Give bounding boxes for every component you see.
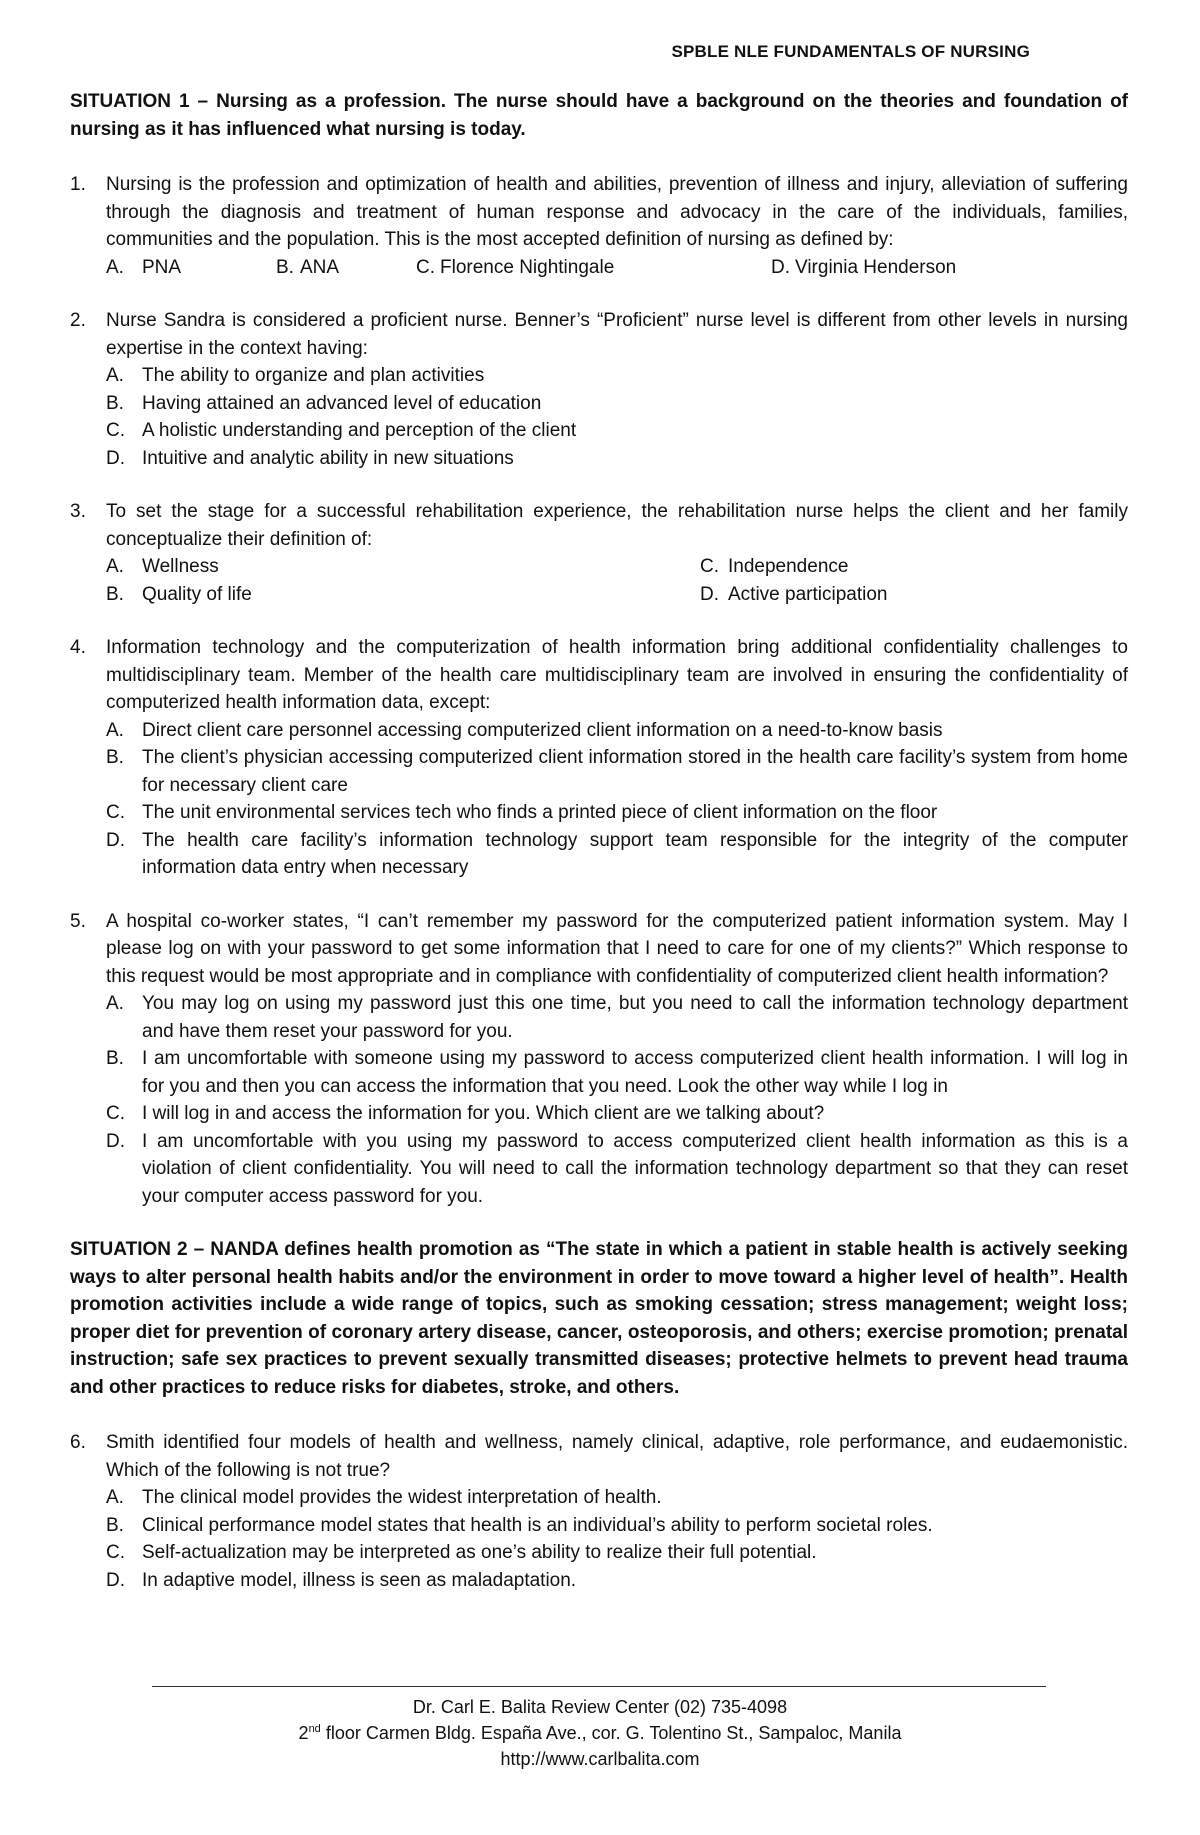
option-letter: A. (106, 1487, 124, 1508)
footer-address-text: floor Carmen Bldg. España Ave., cor. G. Tolentino St., Sampaloc, Manila (320, 1723, 902, 1743)
option-text: Having attained an advanced level of education (142, 392, 542, 414)
option-b (276, 254, 416, 282)
option-letter: D. (106, 1130, 125, 1152)
question-6 (70, 1429, 1128, 1594)
footer-floor-suffix: nd (308, 1723, 321, 1735)
option-a (106, 990, 1128, 1045)
option-c (106, 1539, 1128, 1567)
option-letter: C. (700, 556, 719, 577)
situation-2-text: SITUATION 2 – NANDA defines health promotion as “The state in which a patient in stable health is actively seeking ways to alter personal health habits and/or the environment in order to move toward a higher level of health”. Health promotion activities include a wide range of topics, such as smoking cessation; stress management; weight loss; proper diet for prevention of coronary artery disease, cancer, osteoporosis, and others; exercise promotion; prenatal instruction; safe sex practices to prevent sexually transmitted diseases; protective helmets to prevent head trauma and other practices to reduce risks for diabetes, stroke, and others. (70, 1239, 1128, 1398)
question-stem: Nursing is the profession and optimization of health and abilities, prevention of illness and injury, alleviation of suffering through the diagnosis and treatment of human response and advocacy in the care of the individuals, families, communities and the population. This is the most accepted definition of nursing as defined by: (106, 174, 1128, 250)
option-text: Active participation (728, 583, 888, 605)
option-letter: A. (106, 556, 124, 577)
option-text: Clinical performance model states that health is an individual’s ability to perform societal roles. (142, 1514, 933, 1536)
option-b (106, 581, 700, 609)
option-text: The ability to organize and plan activities (142, 365, 485, 386)
option-a (106, 717, 1128, 745)
option-text: The client’s physician accessing computerized client information stored in the health care facility’s system from home for necessary client care (142, 747, 1128, 796)
option-text: In adaptive model, illness is seen as maladaptation. (142, 1569, 577, 1591)
option-letter: D. (106, 447, 125, 469)
option-letter: D. (771, 256, 790, 278)
option-letter: B. (106, 1514, 124, 1536)
footer-divider (152, 1686, 1046, 1687)
option-d (106, 1567, 1128, 1595)
page-footer (0, 1694, 1200, 1772)
option-text: A holistic understanding and perception of the client (142, 420, 577, 441)
option-text: The health care facility’s information technology support team responsible for the integrity of the computer information data entry when necessary (142, 829, 1128, 878)
option-letter: C. (106, 802, 125, 823)
page-header: SPBLE NLE FUNDAMENTALS OF NURSING (671, 42, 1030, 61)
question-number: 2. (70, 310, 86, 331)
option-a (106, 1484, 1128, 1512)
option-text: Intuitive and analytic ability in new situations (142, 447, 514, 469)
options-grid (106, 553, 1128, 608)
option-text: I am uncomfortable with someone using my password to access computerized client health information. I will log in for you and then you can access the information that you need. Look the other way while I log in (142, 1048, 1128, 1097)
option-d (700, 581, 1128, 609)
option-a (106, 362, 1128, 390)
option-c (106, 417, 1128, 445)
option-letter: C. (106, 420, 125, 441)
exam-content (70, 88, 1128, 1620)
question-4 (70, 634, 1128, 882)
option-text: I am uncomfortable with you using my password to access computerized client health information as this is a violation of client confidentiality. You will need to call the information technology department so that they can reset your computer access password for you. (142, 1130, 1128, 1207)
option-b (106, 1045, 1128, 1100)
question-stem: Smith identified four models of health and wellness, namely clinical, adaptive, role performance, and eudaemonistic. Which of the following is not true? (106, 1432, 1128, 1481)
option-letter: A. (106, 365, 124, 386)
option-letter: B. (106, 392, 124, 414)
option-letter: D. (106, 1569, 125, 1591)
question-stem: Information technology and the computerization of health information bring additional confidentiality challenges to multidisciplinary team. Member of the health care multidisciplinary team are involved in ensuring the confidentiality of computerized health information data, except: (106, 637, 1128, 713)
option-a (106, 553, 700, 581)
option-d (106, 445, 1128, 473)
option-text: Virginia Henderson (795, 256, 957, 278)
footer-floor-number: 2 (298, 1723, 309, 1743)
footer-review-center: Dr. Carl E. Balita Review Center (02) 735-4098 (412, 1697, 788, 1717)
option-d (106, 1128, 1128, 1211)
option-text: Quality of life (142, 583, 252, 605)
option-letter: B. (106, 1048, 124, 1069)
option-text: Self-actualization may be interpreted as one’s ability to realize their full potential. (142, 1542, 817, 1563)
option-d (106, 827, 1128, 882)
option-c (700, 553, 1128, 581)
option-letter: B. (276, 256, 294, 278)
option-letter: D. (106, 829, 125, 851)
option-letter: B. (106, 747, 124, 768)
footer-address (0, 1720, 1200, 1746)
option-b (106, 744, 1128, 799)
option-letter: A. (106, 719, 124, 741)
option-text: Wellness (142, 556, 219, 577)
question-2 (70, 307, 1128, 472)
option-a (106, 254, 276, 282)
situation-1-text: SITUATION 1 – Nursing as a profession. The nurse should have a background on the theories and foundation of nursing as it has influenced what nursing is today. (70, 91, 1128, 140)
option-d (771, 254, 956, 282)
question-number: 1. (70, 174, 86, 195)
question-stem: To set the stage for a successful rehabilitation experience, the rehabilitation nurse helps the client and her family conceptualize their definition of: (106, 501, 1128, 550)
question-number: 6. (70, 1432, 86, 1453)
question-number: 3. (70, 501, 86, 522)
option-letter: B. (106, 583, 124, 605)
option-c (106, 1100, 1128, 1128)
option-b (106, 390, 1128, 418)
option-letter: A. (106, 993, 124, 1014)
question-stem: Nurse Sandra is considered a proficient nurse. Benner’s “Proficient” nurse level is different from other levels in nursing expertise in the context having: (106, 310, 1128, 359)
option-text: ANA (300, 256, 340, 278)
option-text: The unit environmental services tech who finds a printed piece of client information on the floor (142, 802, 938, 823)
option-text: PNA (142, 256, 182, 278)
footer-website-link[interactable]: http://www.carlbalita.com (500, 1749, 700, 1769)
option-text: I will log in and access the information for you. Which client are we talking about? (142, 1103, 825, 1124)
question-3 (70, 498, 1128, 608)
option-letter: D. (700, 583, 719, 605)
option-text: Florence Nightingale (440, 256, 615, 278)
question-number: 4. (70, 637, 86, 658)
option-b (106, 1512, 1128, 1540)
option-letter: A. (106, 256, 124, 278)
option-c (106, 799, 1128, 827)
question-stem: A hospital co-worker states, “I can’t remember my password for the computerized patient information system. May I please log on with your password to get some information that I need to care for one of my clients?” Which response to this request would be most appropriate and in compliance with confidentiality of computerized client health information? (106, 910, 1128, 987)
option-text: You may log on using my password just this one time, but you need to call the information technology department and have them reset your password for you. (142, 993, 1128, 1042)
option-letter: C. (416, 256, 435, 278)
question-number: 5. (70, 910, 86, 932)
question-5 (70, 908, 1128, 1211)
option-c (416, 254, 771, 282)
option-letter: C. (106, 1103, 125, 1124)
option-text: Direct client care personnel accessing computerized client information on a need-to-know basis (142, 719, 943, 741)
option-text: Independence (728, 556, 849, 577)
options-row (106, 254, 1128, 282)
option-letter: C. (106, 1542, 125, 1563)
question-1 (70, 171, 1128, 281)
option-text: The clinical model provides the widest interpretation of health. (142, 1487, 662, 1508)
